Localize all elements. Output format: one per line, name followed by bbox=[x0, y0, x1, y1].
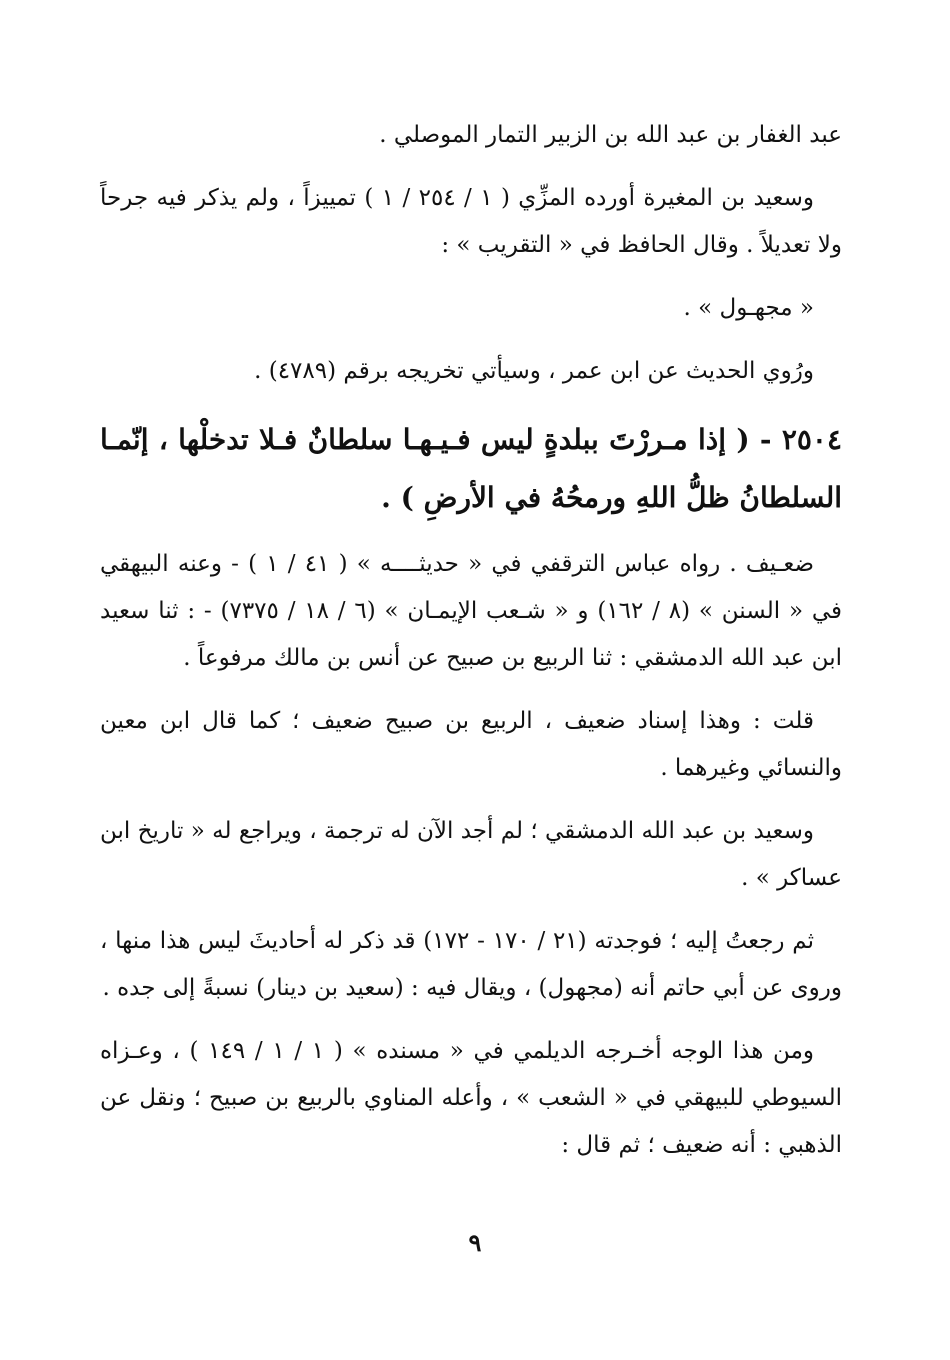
paragraph-9: ومن هذا الوجه أخـرجه الديلمي في « مسنده » ( ١ / ١ / ١٤٩ ) ، وعـزاه السيوطي للبيهقي في « الشعب » ، وأعله المناوي بالربيع بن صبيح ؛ ونقل عن الذهبي : أنه ضعيف ؛ ثم قال : bbox=[100, 1038, 842, 1158]
paragraph-1: عبد الغفار بن عبد الله بن الزبير التمار الموصلي . bbox=[379, 122, 842, 148]
hadith-heading: ٢٥٠٤ - ( إذا مـررْتَ ببلدةٍ ليس فـيـهـا سلطانٌ فـلا تدخلْها ، إنّمـا السلطانُ ظلُّ اللهِ ورمحُهُ في الأرضِ ) . bbox=[100, 423, 842, 514]
paragraph-7: وسعيد بن عبد الله الدمشقي ؛ لم أجد الآن له ترجمة ، ويراجع له « تاريخ ابن عساكر » . bbox=[100, 818, 842, 891]
paragraph-4: ورُوي الحديث عن ابن عمر ، وسيأتي تخريجه برقم (٤٧٨٩) . bbox=[254, 358, 814, 384]
paragraph-8: ثم رجعتُ إليه ؛ فوجدته (٢١ / ١٧٠ - ١٧٢) قد ذكر له أحاديثَ ليس هذا منها ، وروى عن أبي حاتم أنه (مجهول) ، ويقال فيه : (سعيد بن دينار) نسبةً إلى جده . bbox=[100, 928, 842, 1001]
page-number: ٩ bbox=[468, 1228, 482, 1257]
paragraph-5: ضعـيف . رواه عباس الترقفي في « حديثــــه » ( ٤١ / ١ ) - وعنه البيهقي في « السنن » (٨ / ١٦٢) و « شـعب الإيمـان » (٦ / ١٨ / ٧٣٧٥) - : ثنا سعيد ابن عبد الله الدمشقي : ثنا الربيع بن صبيح عن أنس بن مالك مرفوعاً . bbox=[100, 551, 842, 671]
body-text bbox=[100, 112, 842, 1185]
paragraph-2: وسعيد بن المغيرة أورده المزِّي ( ١ / ٢٥٤ / ١ ) تمييزاً ، ولم يذكر فيه جرحاً ولا تعديلاً . وقال الحافظ في « التقريب » : bbox=[100, 185, 842, 258]
paragraph-3: « مجهـول » . bbox=[683, 295, 814, 321]
paragraph-6: قلت : وهذا إسناد ضعيف ، الربيع بن صبيح ضعيف ؛ كما قال ابن معين والنسائي وغيرهما . bbox=[100, 708, 842, 781]
